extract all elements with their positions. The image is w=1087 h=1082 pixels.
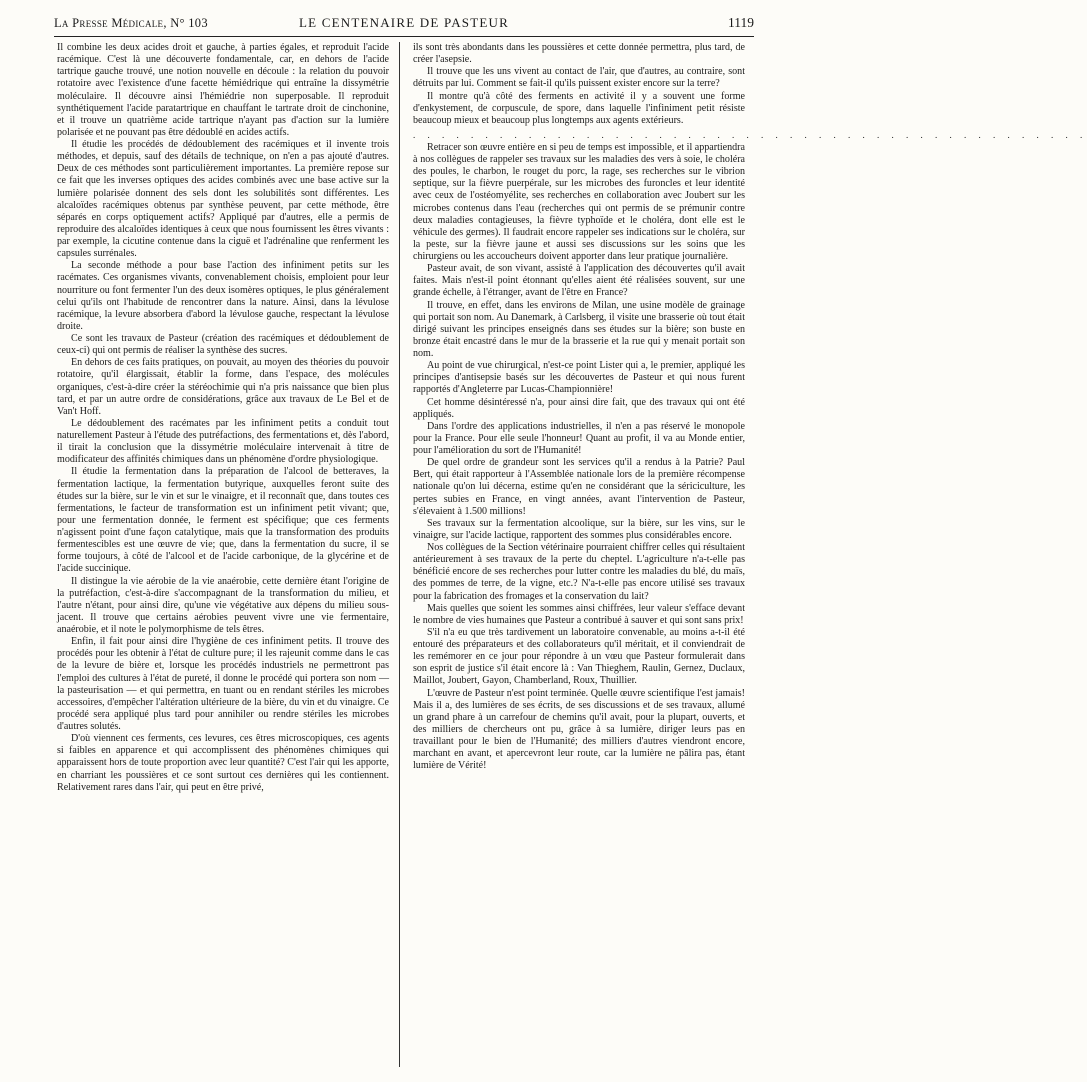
paragraph: ils sont très abondants dans les poussières et cette donnée permettra, plus tard, de créer l'asepsie. — [413, 42, 745, 66]
paragraph: L'œuvre de Pasteur n'est point terminée. Quelle œuvre scientifique l'est jamais! Mais il a, des lumières de ses écrits, de ses discussions et de ses travaux, allumé un grand phare à un carrefour de chemins qu'il avait, pour la plupart, ouverts, et des milliers de chercheurs ont pu, grâce à sa lumière, diriger leurs pas en travaillant pour le bien de l'Humanité; des milliers d'autres viendront encore, marchant en avant, et apercevront leur route, car la lumière ne pâlira pas, étant lumière de Vérité! — [413, 687, 745, 772]
column-divider — [399, 42, 400, 1067]
paragraph: D'où viennent ces ferments, ces levures, ces êtres microscopiques, ces agents si faibles en apparence et qui accomplissent des phénomènes chimiques qui apparaissent hors de toute proportion avec leur quantité? C'est l'air qui les apporte, en charriant les poussières et ce sont surtout ces dernières qui les contiennent. Relativement rares dans l'air, qui peut en être privé, — [57, 733, 389, 793]
paragraph: De quel ordre de grandeur sont les services qu'il a rendus à la Patrie? Paul Bert, qui était rapporteur à l'Assemblée nationale lors de la première récompense nationale qu'on lui décerna, estime qu'en ne considérant que la sériciculture, les pertes subies en France, en vingt années, avant l'intervention de Pasteur, s'élevaient à 1.500 millions! — [413, 457, 745, 517]
paragraph: S'il n'a eu que très tardivement un laboratoire convenable, au moins a-t-il été entouré des préparateurs et des collaborateurs qu'il méritait, et il conviendrait de les remémorer en ce jour pour répondre à un vœu que Pasteur formulerait dans son esprit de justice s'il était encore là : Van Thieghem, Raulin, Gernez, Duclaux, Maillot, Joubert, Gayon, Chamberland, Roux, Thuillier. — [413, 626, 745, 687]
paragraph: En dehors de ces faits pratiques, on pouvait, au moyen des théories du pouvoir rotatoire, qu'il élargissait, établir la forme, dans l'espace, des molécules organiques, c'est-à-dire créer la stéréochimie qui n'a pris naissance que bien plus tard, et par un autre ordre de considérations, grâce aux travaux de Le Bel et de Van't Hoff. — [57, 357, 389, 417]
paragraph: Mais quelles que soient les sommes ainsi chiffrées, leur valeur s'efface devant le nombre de vies humaines que Pasteur a contribué à sauver et qui sont sans prix! — [413, 602, 745, 626]
header-rule — [54, 36, 754, 37]
paragraph: Il étudie la fermentation dans la préparation de l'alcool de betteraves, la fermentation lactique, la fermentation butyrique, auxquelles feront suite des études sur la bière, sur le vin et sur le vinaigre, et il reconnaît que, dans toutes ces fermentations, le facteur de transformation est un infiniment petit vivant; que, pour une fermentation donnée, le ferment est spécifique; que ces ferments n'agissent point d'une façon catalytique, mais que la transformation des produits fermentescibles est une œuvre de vie; que, dans la fermentation du sucre, il se forme toujours, à côté de l'alcool et de l'acide carbonique, de la glycérine et de l'acide succinique. — [57, 466, 389, 575]
paragraph: Nos collègues de la Section vétérinaire pourraient chiffrer celles qui résultaient antérieurement à ses travaux de la perte du cheptel. L'agriculture n'a-t-elle pas bénéficié encore de ses recherches pour lutter contre les maladies du blé, du maïs, des pommes de terre, de la vigne, etc.? N'a-t-elle pas encore utilisé ses travaux pour la fabrication des fromages et la conservation du lait? — [413, 542, 745, 602]
paragraph: La seconde méthode a pour base l'action des infiniment petits sur les racémates. Ces organismes vivants, convenablement choisis, emploient pour leur nourriture ou font fermenter l'un des deux isomères optiques, le plus généralement celui qu'ils ont l'habitude de rencontrer dans la nature. Ainsi, dans la lévulose racémique, la levure absorbera d'abord la lévulose gauche, respectant la lévulose droite. — [57, 260, 389, 332]
paragraph: Il distingue la vie aérobie de la vie anaérobie, cette dernière étant l'origine de la putréfaction, c'est-à-dire s'accompagnant de la transformation du milieu, et l'autre n'étant, pour ainsi dire, qu'une vie végétative aux dépens du milieu sous-jacent. Il trouve que certains aérobies peuvent vivre une vie fermentaire, anaérobie, et il note le polymorphisme de tels êtres. — [57, 575, 389, 635]
paragraph: Il combine les deux acides droit et gauche, à parties égales, et reproduit l'acide racémique. C'est là une découverte fondamentale, car, en dehors de l'acide tartrique gauche trouvé, une notion nouvelle en découle : la relation du pouvoir rotatoire avec l'existence d'une facette hémiédrique qui entraîne la dissymétrie moléculaire. Il découvre ainsi l'hémiédrie non superposable. Il reproduit synthétiquement l'acide paratartrique en chauffant le tartrate droit de cinchonine, et il trouve un quatrième acide tartrique n'ayant pas d'action sur la lumière polarisée et ne pouvant pas être dédoublé en acides actifs. — [57, 42, 389, 138]
journal-title: La Presse Médicale, N° 103 — [54, 16, 208, 30]
paragraph: Il montre qu'à côté des ferments en activité il y a souvent une forme d'enkystement, de corpuscule, de spore, dans laquelle l'infiniment petit résiste beaucoup mieux et beaucoup plus longtemps aux agents extérieurs. — [413, 90, 745, 126]
paragraph: Cet homme désintéressé n'a, pour ainsi dire fait, que des travaux qui ont été appliqués. — [413, 396, 745, 420]
paragraph: Enfin, il fait pour ainsi dire l'hygiène de ces infiniment petits. Il trouve des procédés pour les obtenir à l'état de culture pure; il les rajeunit comme dans le cas de la levure de bière et, lorsque les procédés industriels ne permettront pas l'emploi des cultures à l'état de pureté, il donne le procédé qui portera son nom — la pasteurisation — et qui permettra, en tuant ou en rendant stériles les microbes accessoires, d'empêcher l'altération ultérieure de la bière, du vin et du vinaigre. Ce procédé sera appliqué plus tard pour annihiler ou rendre stériles les microbes d'autres solutés. — [57, 636, 389, 732]
section-break-dots: . . . . . . . . . . . . . . . . . . . . . . . . . . . . . . . . . . . . . . . . . . . . . . . — [413, 129, 1087, 140]
running-header — [54, 14, 754, 34]
paragraph: Ce sont les travaux de Pasteur (création des racémiques et dédoublement de ceux-ci) qui ont permis de réaliser la synthèse des sucres. — [57, 333, 389, 357]
paragraph: Le dédoublement des racémates par les infiniment petits a conduit tout naturellement Pasteur à l'étude des putréfactions, des fermentations et, dès l'abord, il tirait la conclusion que la dissymétrie moléculaire intervenait à titre de modificateur des affinités chimiques dans un phénomène d'ordre physiologique. — [57, 417, 389, 466]
right-column — [413, 42, 1087, 1072]
paragraph: Au point de vue chirurgical, n'est-ce point Lister qui a, le premier, appliqué les principes d'antisepsie basés sur les découvertes de Pasteur et qui nous furent rapportés d'Angleterre par Lucas-Championnière! — [413, 360, 745, 396]
paragraph: Retracer son œuvre entière en si peu de temps est impossible, et il appartiendra à nos collègues de rappeler ses travaux sur les maladies des vers à soie, le choléra des poules, le charbon, le rouget du porc, la rage, ses recherches sur le vibrion septique, sur la fièvre puerpérale, sur les microbes des furoncles et leur identité avec ceux de l'ostéomyélite, ses recherches en collaboration avec Joubert sur les microbes contenus dans l'eau (recherches qui ont permis de se prémunir contre deux maladies contagieuses, la fièvre typhoïde et le choléra, dont elle est le véhicule des germes). Il faudrait encore rappeler ses indications sur le choléra, sur la peste, sur la fièvre jaune et aussi ses discussions sur les soins que les chirurgiens ou les accoucheurs doivent apporter dans leur pratique journalière. — [413, 141, 745, 262]
paragraph: Dans l'ordre des applications industrielles, il n'en a pas réservé le monopole pour la France. Pour elle seule l'honneur! Quant au profit, il va au Monde entier, pour l'amélioration du sort de l'Humanité! — [413, 420, 745, 456]
paragraph: Il trouve, en effet, dans les environs de Milan, une usine modèle de grainage qui portait son nom. Au Danemark, à Carlsberg, il visite une brasserie où tout était dirigé suivant les principes enseignés dans ses études sur la bière; son buste en bronze était encastré dans le mur de la brasserie et la rue qui y menait portait son nom. — [413, 299, 745, 359]
paragraph: Pasteur avait, de son vivant, assisté à l'application des découvertes qu'il avait faites. Mais n'est-il point étonnant qu'elles aient été réalisées souvent, sur une grande échelle, à l'étranger, avant de l'être en France? — [413, 263, 745, 299]
paragraph: Ses travaux sur la fermentation alcoolique, sur la bière, sur les vins, sur le vinaigre, sur l'acide lactique, rapportent des sommes plus considérables encore. — [413, 517, 745, 541]
paragraph: Il étudie les procédés de dédoublement des racémiques et il invente trois méthodes, et depuis, sauf des détails de technique, on n'en a pas ajouté d'autres. Deux de ces méthodes sont particulièrement importantes. La première repose sur ce fait que les inverses optiques des acides combinés avec une base active sur la lumière polarisée donnent des sels dont les solubilités sont différentes. Les alcaloïdes racémiques obtenus par synthèse peuvent, par cette méthode, être séparés en corps optiquement actifs? Appliqué par d'autres, elle a permis de reproduire des alcaloïdes identiques à ceux que nous fournissent les êtres vivants : par exemple, la cicutine contenue dans la ciguë et l'adrénaline que renferment les capsules surrénales. — [57, 139, 389, 260]
section-title: LE CENTENAIRE DE PASTEUR — [299, 15, 509, 30]
left-column — [57, 42, 389, 1072]
paragraph: Il trouve que les uns vivent au contact de l'air, que d'autres, au contraire, sont détruits par lui. Comment se fait-il qu'ils puissent exister encore sur la terre? — [413, 66, 745, 90]
page-number: 1119 — [728, 15, 754, 30]
